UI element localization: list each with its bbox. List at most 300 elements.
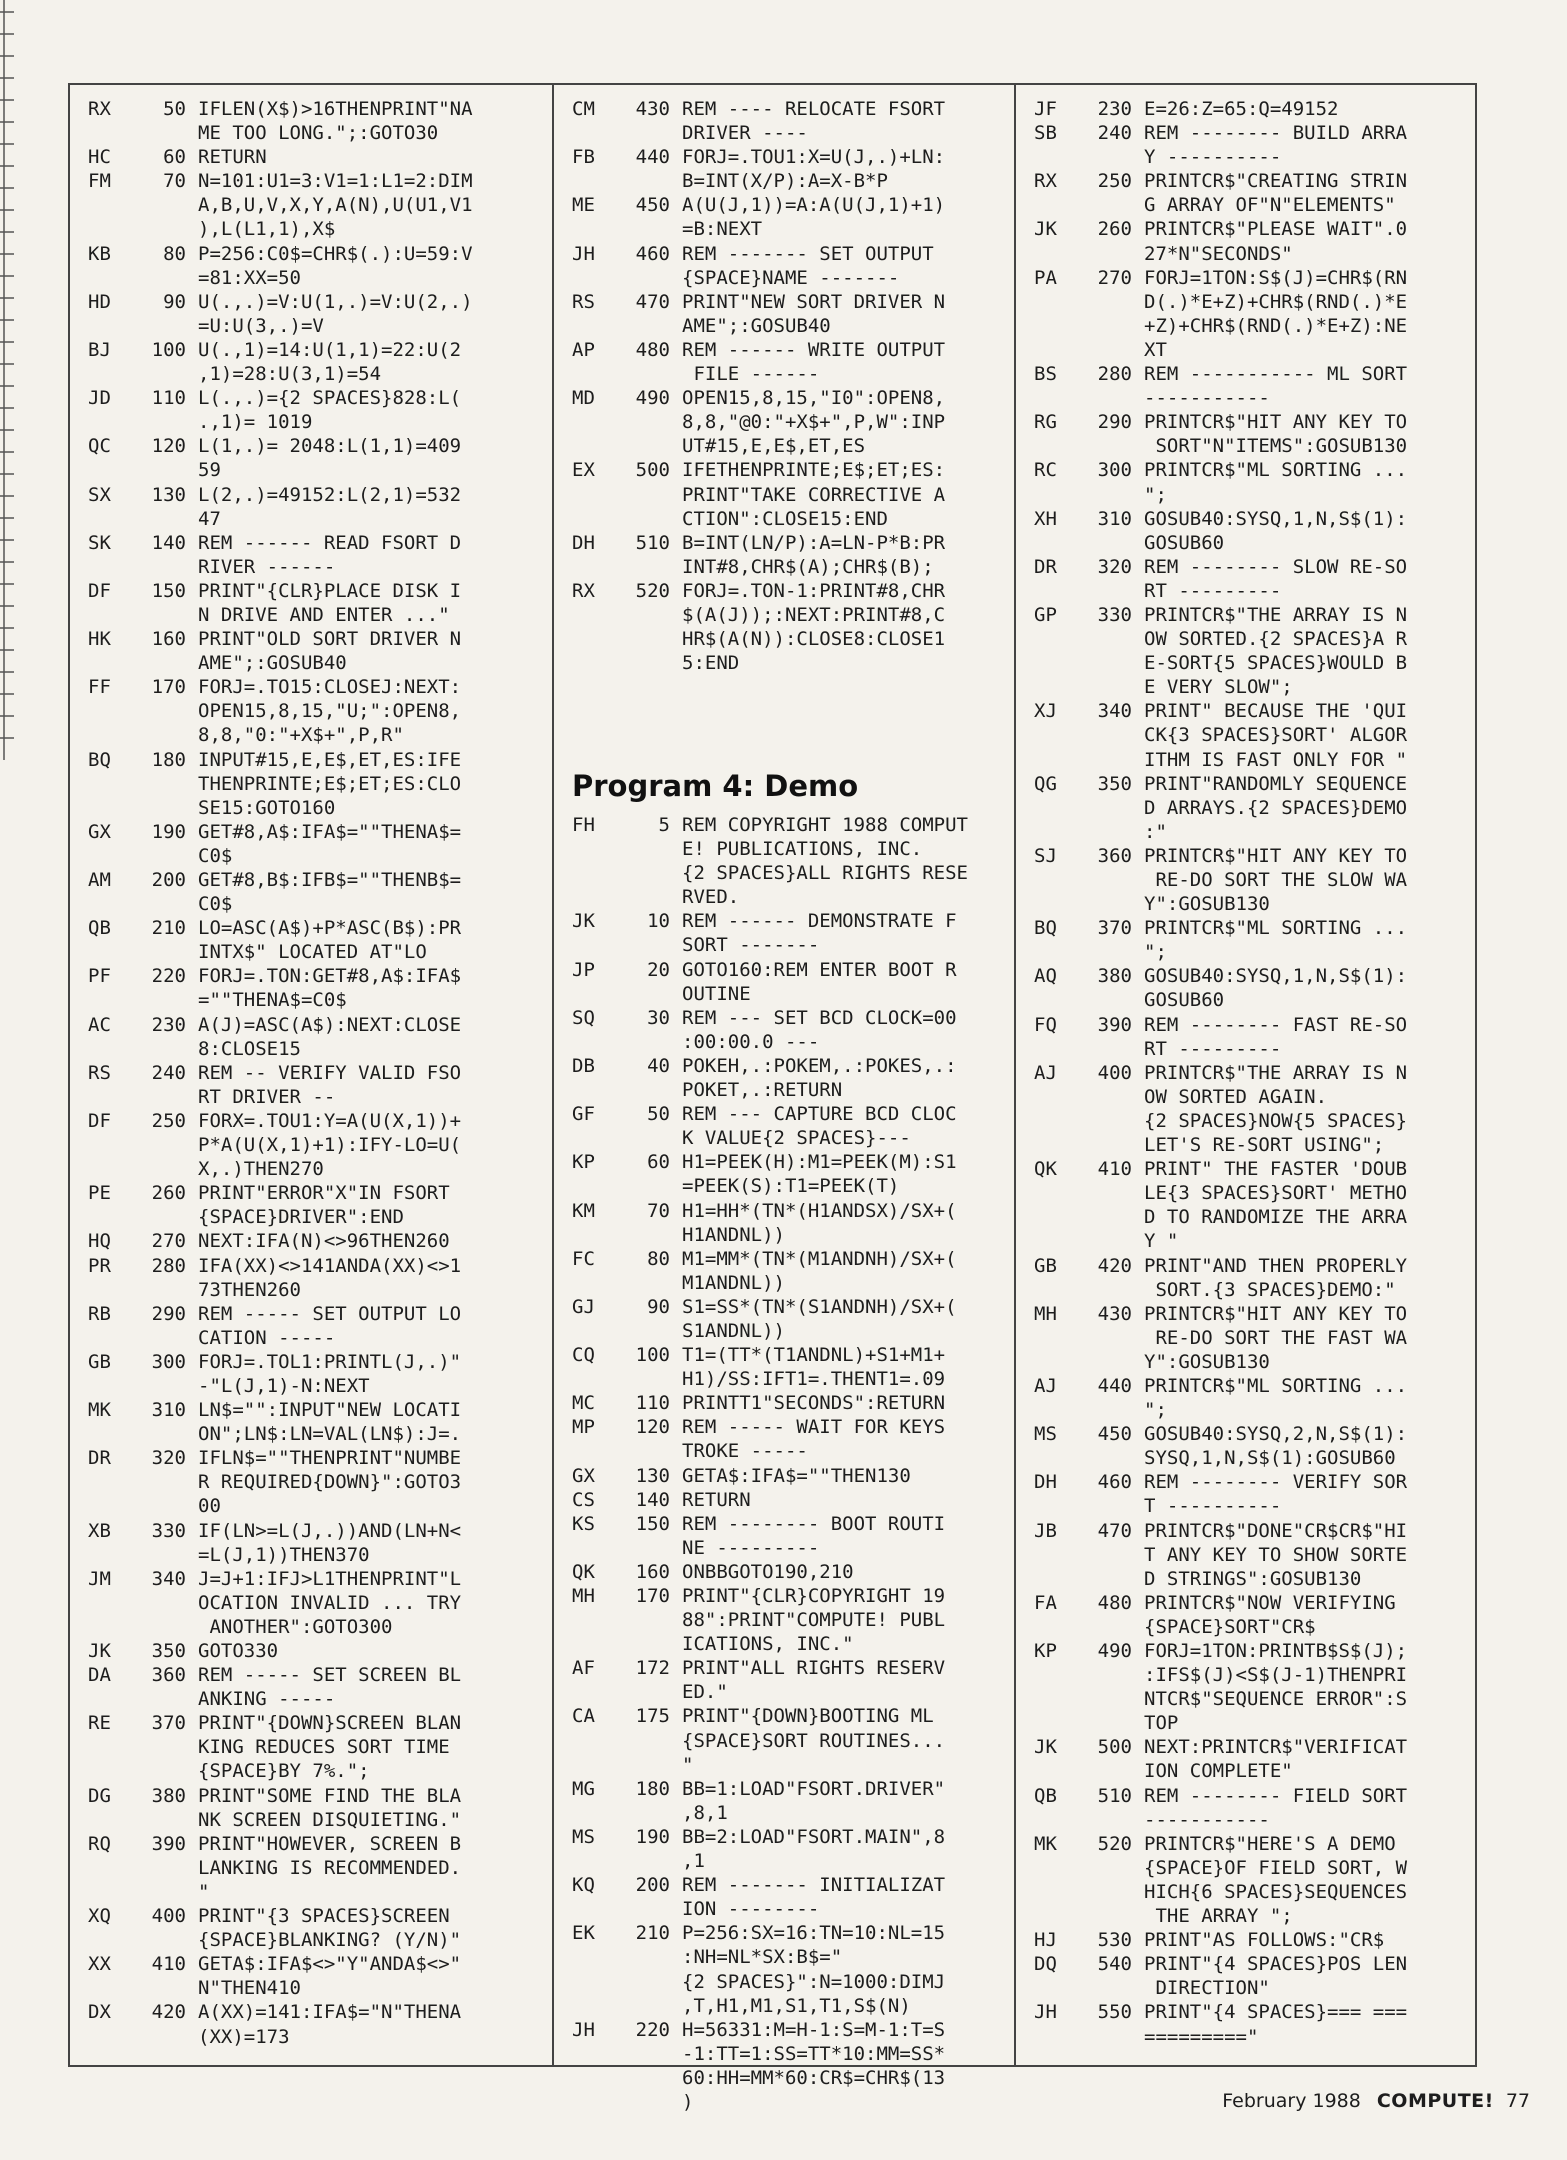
code-text: =L(J,1))THEN370: [198, 1543, 370, 1566]
code-line: [572, 1897, 1008, 1921]
checksum: [88, 1928, 128, 1952]
checksum: [572, 861, 612, 885]
checksum: [1034, 675, 1074, 699]
code-text: U(.,1)=14:U(1,1)=22:U(2: [198, 338, 462, 361]
checksum: [1034, 1350, 1074, 1374]
code-text: GETA$:IFA$<>"Y"ANDA$<>": [198, 1953, 462, 1976]
checksum: [88, 772, 128, 796]
checksum: [1034, 434, 1074, 458]
code-text: PRINTCR$"ML SORTING ...: [1144, 1374, 1408, 1397]
code-line: [572, 1849, 1008, 1873]
code-text: PRINT"{4 SPACES}=== ===: [1144, 2001, 1408, 2024]
checksum: DF: [88, 579, 111, 602]
line-number: 340: [151, 1567, 186, 1590]
checksum: BQ: [88, 748, 111, 771]
line-number: [1074, 2025, 1144, 2049]
code-text: GET#8,B$:IFB$=""THENB$=: [198, 869, 462, 891]
code-line: [572, 217, 1008, 241]
code-line: [1034, 1205, 1471, 1229]
code-text: (XX)=173: [198, 2025, 290, 2048]
line-number: [128, 1856, 198, 1880]
code-line: [88, 868, 544, 892]
line-number: [128, 988, 198, 1012]
line-number: [612, 837, 682, 861]
code-text: 73THEN260: [198, 1278, 301, 1301]
checksum: HD: [88, 290, 111, 313]
checksum: SB: [1034, 122, 1057, 145]
code-text: REM ------ DEMONSTRATE F: [682, 910, 957, 933]
code-text: AME";:GOSUB40: [198, 652, 347, 675]
checksum: DH: [572, 531, 595, 554]
line-number: 110: [151, 387, 186, 410]
code-line: [88, 1446, 544, 1470]
checksum: [1034, 1711, 1074, 1735]
checksum: [88, 1543, 128, 1567]
code-text: IFLEN(X$)>16THENPRINT"NA: [198, 98, 473, 120]
code-line: [1034, 1422, 1471, 1446]
code-line: [88, 483, 544, 507]
code-line: [1034, 1759, 1471, 1783]
line-number: 270: [1097, 266, 1132, 289]
checksum: [572, 1994, 612, 2018]
line-number: [128, 723, 198, 747]
checksum: DF: [88, 1109, 111, 1132]
code-line: [88, 1085, 544, 1109]
code-text: E=26:Z=65:Q=49152: [1144, 98, 1339, 120]
checksum: [1034, 748, 1074, 772]
checksum: KM: [572, 1199, 595, 1222]
line-number: [612, 1126, 682, 1150]
code-line: [1034, 1952, 1471, 1976]
line-number: [1074, 1446, 1144, 1470]
line-number: 150: [635, 1512, 670, 1535]
line-number: 550: [1097, 2001, 1132, 2024]
checksum: JH: [572, 242, 595, 265]
line-number: 70: [163, 170, 186, 193]
checksum: [1034, 1278, 1074, 1302]
code-line: [572, 1729, 1008, 1753]
line-number: 470: [635, 290, 670, 313]
code-text: REM ----------- ML SORT: [1144, 363, 1408, 386]
code-text: Y":GOSUB130: [1144, 1350, 1270, 1373]
line-number: 170: [635, 1585, 670, 1607]
code-text: IF(LN>=L(J,.))AND(LN+N<: [198, 1519, 462, 1542]
line-number: [612, 1994, 682, 2018]
checksum: [572, 2090, 612, 2114]
checksum: SQ: [572, 1006, 595, 1029]
line-number: [612, 314, 682, 338]
code-text: ED.": [682, 1681, 728, 1704]
line-number: 390: [1097, 1013, 1132, 1036]
checksum: [1034, 1808, 1074, 1832]
code-line: [88, 940, 544, 964]
code-text: OW SORTED.{2 SPACES}A R: [1144, 628, 1408, 651]
line-number: 180: [151, 748, 186, 771]
checksum: MG: [572, 1777, 595, 1800]
line-number: 90: [647, 1295, 670, 1318]
checksum: [572, 1849, 612, 1873]
line-number: [612, 2042, 682, 2066]
code-line: [1034, 844, 1471, 868]
checksum: [572, 410, 612, 434]
code-text: AME";:GOSUB40: [682, 314, 831, 337]
code-text: 00: [198, 1495, 221, 1518]
code-line: [572, 2066, 1008, 2090]
checksum: [572, 1126, 612, 1150]
checksum: [572, 507, 612, 531]
checksum: [88, 892, 128, 916]
code-text: PRINT"ERROR"X"IN FSORT: [198, 1182, 450, 1205]
checksum: [88, 1037, 128, 1061]
code-line: [572, 1343, 1008, 1367]
code-text: P=256:C0$=CHR$(.):U=59:V: [198, 242, 473, 265]
code-line: [572, 1488, 1008, 1512]
code-text: =========": [1144, 2025, 1259, 2048]
code-line: [88, 1591, 544, 1615]
code-text: A(XX)=141:IFA$="N"THENA: [198, 2001, 462, 2024]
code-text: RT ---------: [1144, 1037, 1282, 1060]
line-number: 480: [635, 338, 670, 361]
line-number: [612, 434, 682, 458]
code-line: [1034, 1904, 1471, 1928]
code-text: FORJ=1TON:S$(J)=CHR$(RN: [1144, 266, 1408, 289]
code-line: [1034, 1784, 1471, 1808]
checksum: [1034, 868, 1074, 892]
line-number: [128, 651, 198, 675]
line-number: 430: [635, 98, 670, 120]
line-number: 450: [635, 194, 670, 217]
code-text: A(J)=ASC(A$):NEXT:CLOSE: [198, 1013, 462, 1036]
checksum: CS: [572, 1488, 595, 1511]
code-line: [1034, 1181, 1471, 1205]
code-text: ANKING -----: [198, 1688, 336, 1711]
code-text: LET'S RE-SORT USING";: [1144, 1134, 1385, 1157]
code-line: [1034, 314, 1471, 338]
line-number: [1074, 1615, 1144, 1639]
line-number: [612, 1801, 682, 1825]
code-line: [88, 531, 544, 555]
line-number: 390: [151, 1832, 186, 1855]
code-text: REM -------- BUILD ARRA: [1144, 122, 1408, 145]
line-number: 530: [1097, 1929, 1132, 1952]
page-footer: [1100, 2090, 1530, 2120]
code-line: [1034, 193, 1471, 217]
code-line: [88, 1013, 544, 1037]
code-line: [88, 1494, 544, 1518]
code-line: [88, 242, 544, 266]
line-number: [128, 1880, 198, 1904]
code-line: [1034, 1663, 1471, 1687]
line-number: 130: [635, 1464, 670, 1487]
line-number: 120: [635, 1416, 670, 1439]
checksum: [572, 1729, 612, 1753]
code-text: :IFS$(J)<S$(J-1)THENPRI: [1144, 1664, 1408, 1687]
code-text: LN$="":INPUT"NEW LOCATI: [198, 1399, 462, 1422]
code-text: PRINTCR$"HIT ANY KEY TO: [1144, 411, 1408, 434]
code-text: PRINT" THE FASTER 'DOUB: [1144, 1158, 1408, 1181]
checksum: DX: [88, 2001, 111, 2024]
line-number: 175: [635, 1705, 670, 1728]
line-number: 260: [1097, 218, 1132, 241]
listing-column-3: [1014, 85, 1477, 2065]
checksum: [1034, 1229, 1074, 1253]
code-line: [88, 338, 544, 362]
line-number: [1074, 1543, 1144, 1567]
checksum: JK: [572, 910, 595, 933]
code-line: [88, 1784, 544, 1808]
line-number: [128, 1205, 198, 1229]
line-number: [612, 1319, 682, 1343]
code-text: L(.,.)={2 SPACES}828:L(: [198, 387, 462, 410]
checksum: [88, 1278, 128, 1302]
code-text: ";: [1144, 941, 1167, 964]
line-number: [1074, 1687, 1144, 1711]
code-line: [1034, 1735, 1471, 1759]
code-text: =PEEK(S):T1=PEEK(T): [682, 1175, 900, 1198]
line-number: 360: [1097, 844, 1132, 867]
line-number: 50: [647, 1103, 670, 1126]
checksum: [572, 434, 612, 458]
issue-date: February 1988: [1222, 2090, 1361, 2112]
code-line: [572, 651, 1008, 675]
code-text: M1=MM*(TN*(M1ANDNH)/SX+(: [682, 1247, 957, 1270]
code-line: [1034, 1832, 1471, 1856]
code-text: 59: [198, 459, 221, 482]
checksum: BQ: [1034, 917, 1057, 940]
line-number: 100: [151, 338, 186, 361]
line-number: 210: [151, 917, 186, 940]
code-line: [572, 1704, 1008, 1728]
checksum: GB: [1034, 1254, 1057, 1277]
code-text: PRINT"ALL RIGHTS RESERV: [682, 1657, 946, 1680]
line-number: [128, 1808, 198, 1832]
code-line: [88, 627, 544, 651]
code-text: PRINT"OLD SORT DRIVER N: [198, 628, 462, 651]
code-text: REM -------- FIELD SORT: [1144, 1784, 1408, 1807]
code-text: OW SORTED AGAIN.: [1144, 1085, 1328, 1108]
checksum: JB: [1034, 1519, 1057, 1542]
code-line: [572, 1150, 1008, 1174]
code-line: [88, 1229, 544, 1253]
code-text: PRINTCR$"ML SORTING ...: [1144, 917, 1408, 940]
code-text: J=J+1:IFJ>L1THENPRINT"L: [198, 1567, 462, 1590]
code-line: [572, 1994, 1008, 2018]
code-line: [88, 1904, 544, 1928]
line-number: 10: [647, 910, 670, 933]
code-line: [1034, 531, 1471, 555]
code-text: SORT"N"ITEMS":GOSUB130: [1144, 435, 1408, 458]
code-text: 47: [198, 507, 221, 530]
code-text: CTION":CLOSE15:END: [682, 507, 888, 530]
code-line: [88, 1880, 544, 1904]
code-text: ION COMPLETE": [1144, 1760, 1293, 1783]
line-number: [128, 193, 198, 217]
checksum: KP: [1034, 1640, 1057, 1662]
code-text: GOSUB60: [1144, 989, 1225, 1012]
program-4-heading: Program 4: Demo: [572, 769, 859, 803]
code-line: [572, 1319, 1008, 1343]
line-number: 410: [1097, 1158, 1132, 1181]
line-number: [1074, 675, 1144, 699]
checksum: MH: [572, 1585, 595, 1607]
line-number: [1074, 1856, 1144, 1880]
line-number: 60: [163, 146, 186, 169]
code-text: B=INT(X/P):A=X-B*P: [682, 170, 888, 193]
code-line: [1034, 916, 1471, 940]
checksum: RS: [572, 290, 595, 313]
line-number: [612, 1078, 682, 1102]
code-text: GOSUB40:SYSQ,1,N,S$(1):: [1144, 507, 1408, 530]
code-line: [1034, 1013, 1471, 1037]
checksum: JK: [88, 1640, 111, 1662]
code-line: [1034, 1254, 1471, 1278]
line-number: [1074, 1037, 1144, 1061]
code-line: [1034, 1350, 1471, 1374]
code-text: C0$: [198, 893, 233, 916]
checksum: [88, 1856, 128, 1880]
code-text: RETURN: [198, 146, 267, 169]
code-text: BB=1:LOAD"FSORT.DRIVER": [682, 1777, 946, 1800]
checksum: GP: [1034, 603, 1057, 626]
checksum: HK: [88, 628, 111, 651]
line-number: 420: [151, 2001, 186, 2024]
checksum: [572, 627, 612, 651]
line-number: [612, 885, 682, 909]
code-line: [572, 1921, 1008, 1945]
line-number: [612, 1632, 682, 1656]
code-line: [572, 1078, 1008, 1102]
code-text: REM -- VERIFY VALID FSO: [198, 1061, 462, 1084]
line-number: 490: [635, 387, 670, 410]
code-text: LO=ASC(A$)+P*ASC(B$):PR: [198, 917, 462, 940]
checksum: EK: [572, 1922, 595, 1945]
line-number: [1074, 290, 1144, 314]
line-number: [1074, 892, 1144, 916]
line-number: 330: [151, 1519, 186, 1542]
line-number: [128, 1687, 198, 1711]
code-line: [572, 2090, 1008, 2114]
code-text: REM -------- FAST RE-SO: [1144, 1013, 1408, 1036]
code-line: [1034, 266, 1471, 290]
code-text: R REQUIRED{DOWN}":GOTO3: [198, 1471, 462, 1494]
code-line: [572, 531, 1008, 555]
code-line: [572, 1006, 1008, 1030]
code-text: IFETHENPRINTE;E$;ET;ES:: [682, 459, 946, 482]
checksum: [88, 1422, 128, 1446]
code-text: 8,8,"0:"+X$+",P,R": [198, 724, 404, 747]
checksum: HJ: [1034, 1929, 1057, 1952]
checksum: GX: [88, 820, 111, 843]
line-number: [1074, 1663, 1144, 1687]
checksum: GB: [88, 1350, 111, 1373]
checksum: FM: [88, 170, 111, 193]
code-text: C0$: [198, 844, 233, 867]
line-number: 440: [1097, 1374, 1132, 1397]
checksum: [1034, 193, 1074, 217]
code-text: H1ANDNL)): [682, 1223, 785, 1246]
code-line: [572, 1391, 1008, 1415]
code-line: [88, 651, 544, 675]
code-line: [88, 1711, 544, 1735]
code-text: G ARRAY OF"N"ELEMENTS": [1144, 194, 1396, 217]
line-number: [612, 1439, 682, 1463]
checksum: QB: [1034, 1784, 1057, 1807]
code-line: [572, 1970, 1008, 1994]
code-line: [88, 1350, 544, 1374]
code-text: REM ------ WRITE OUTPUT: [682, 338, 946, 361]
checksum: [88, 1759, 128, 1783]
line-number: [1074, 483, 1144, 507]
code-line: [1034, 458, 1471, 482]
checksum: [1034, 1085, 1074, 1109]
checksum: [572, 1632, 612, 1656]
code-line: [572, 555, 1008, 579]
checksum: [88, 410, 128, 434]
line-number: [612, 603, 682, 627]
code-text: :00:00.0 ---: [682, 1030, 820, 1053]
code-line: [88, 820, 544, 844]
checksum: FA: [1034, 1591, 1057, 1614]
checksum: JD: [88, 387, 111, 410]
line-number: [128, 772, 198, 796]
line-number: [128, 1157, 198, 1181]
line-number: 490: [1097, 1640, 1132, 1662]
checksum: [88, 217, 128, 241]
line-number: 230: [151, 1013, 186, 1036]
code-text: $(A(J));:NEXT:PRINT#8,C: [682, 603, 946, 626]
line-number: 150: [151, 579, 186, 602]
code-line: [1034, 97, 1471, 121]
checksum: QG: [1034, 772, 1057, 795]
checksum: RE: [88, 1712, 111, 1735]
checksum: BS: [1034, 363, 1057, 386]
line-number: [128, 217, 198, 241]
line-number: 140: [635, 1488, 670, 1511]
code-line: [1034, 940, 1471, 964]
checksum: MS: [1034, 1423, 1057, 1446]
checksum: [572, 483, 612, 507]
line-number: [1074, 1880, 1144, 1904]
line-number: 340: [1097, 700, 1132, 723]
checksum: KP: [572, 1151, 595, 1174]
code-line: [1034, 1639, 1471, 1663]
line-number: [612, 1753, 682, 1777]
checksum: KS: [572, 1512, 595, 1535]
code-line: [1034, 145, 1471, 169]
line-number: 250: [1097, 170, 1132, 193]
checksum: ME: [572, 194, 595, 217]
code-text: P*A(U(X,1)+1):IFY-LO=U(: [198, 1134, 462, 1157]
line-number: 5: [658, 814, 670, 836]
code-text: REM ------ READ FSORT D: [198, 531, 462, 554]
code-text: Y ": [1144, 1230, 1179, 1253]
line-number: 290: [1097, 411, 1132, 434]
line-number: 320: [151, 1447, 186, 1470]
code-line: [88, 1519, 544, 1543]
checksum: [88, 1205, 128, 1229]
line-number: 520: [635, 579, 670, 602]
line-number: [1074, 1278, 1144, 1302]
line-number: [128, 1278, 198, 1302]
checksum: JK: [1034, 218, 1057, 241]
code-text: SE15:GOTO160: [198, 796, 336, 819]
checksum: [88, 193, 128, 217]
checksum: [572, 1608, 612, 1632]
code-line: [572, 410, 1008, 434]
code-line: [1034, 1687, 1471, 1711]
code-line: [88, 362, 544, 386]
code-text: PRINT"{CLR}PLACE DISK I: [198, 579, 462, 602]
